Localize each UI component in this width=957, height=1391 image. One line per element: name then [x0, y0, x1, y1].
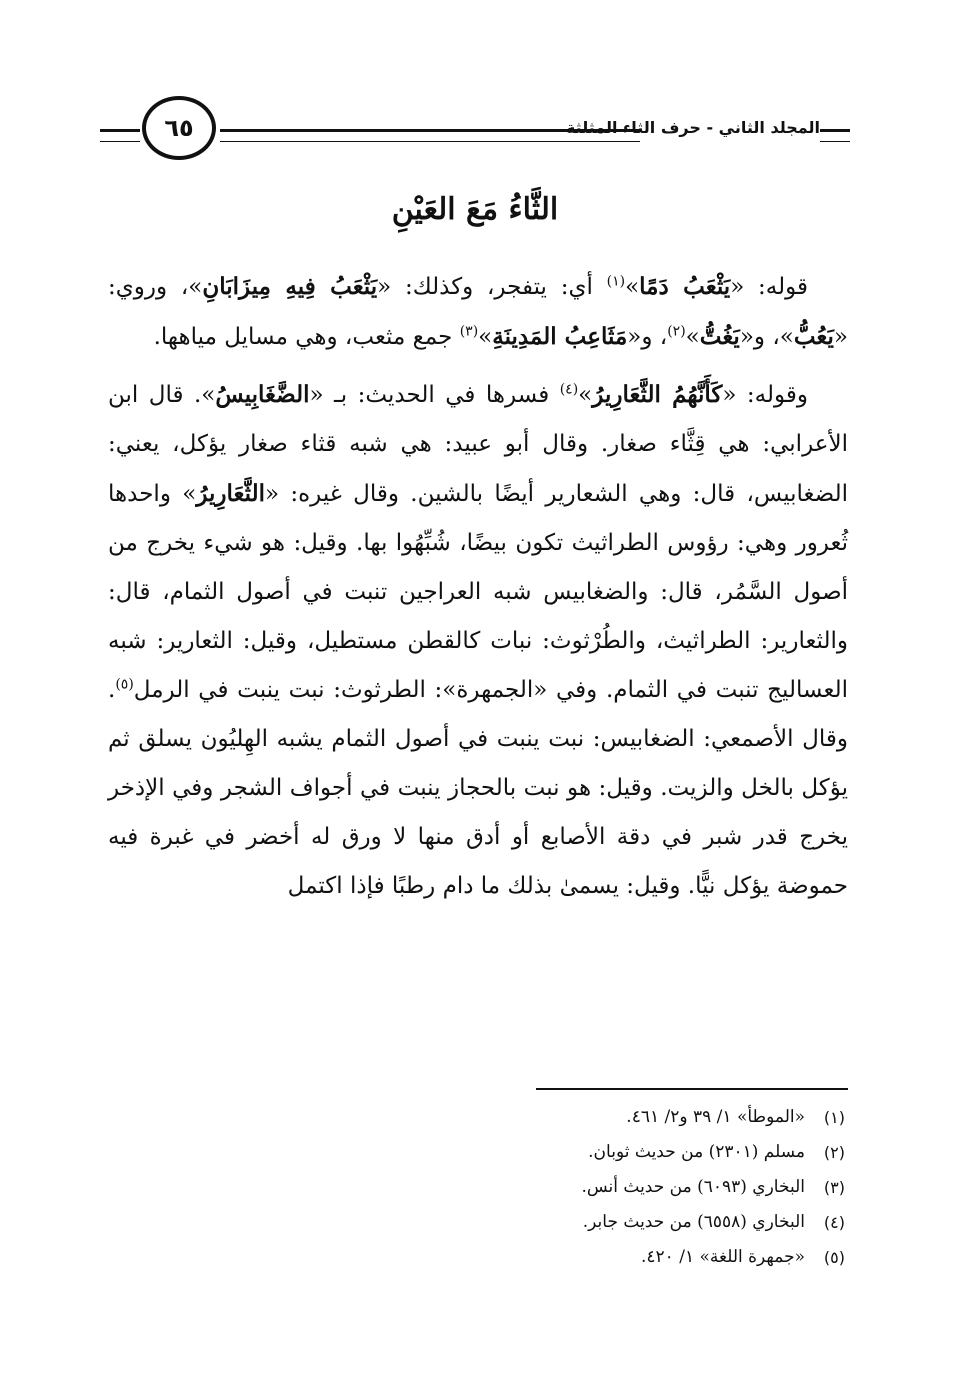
section-title: الثَّاءُ مَعَ العَيْنِ — [391, 192, 559, 227]
body-text — [108, 262, 848, 919]
text-run: » — [685, 324, 700, 350]
footnote-item — [400, 1205, 845, 1240]
footnote-number: (٢) — [823, 1143, 845, 1162]
quoted-term: مَثَاعِبُ المَدِينَةِ — [492, 323, 628, 350]
quoted-term: الضَّغَابِيسُ — [215, 381, 310, 408]
header-rule-left — [100, 129, 140, 142]
footnote-ref-3[interactable]: (٣) — [459, 323, 479, 340]
quoted-term: كَأَنَّهُمُ الثَّعَارِيرُ — [592, 381, 723, 408]
text-run: » — [578, 382, 593, 408]
footnote-ref-1[interactable]: (١) — [606, 273, 626, 290]
footnotes — [400, 1100, 845, 1275]
quoted-term: يَثْعَبُ دَمًا — [639, 273, 731, 300]
footnote-item — [400, 1100, 845, 1135]
footnote-ref-2[interactable]: (٢) — [667, 323, 686, 340]
text-run: جمع مثعب، وهي مسايل مياهها. — [153, 324, 460, 350]
footnote-divider — [536, 1088, 848, 1090]
text-run: »، وروي: « — [108, 274, 848, 350]
text-run: » — [625, 274, 640, 300]
running-title: المجلد الثاني - حرف الثاء المثلثة — [565, 118, 820, 137]
paragraph-2 — [108, 370, 848, 911]
text-run: قوله: « — [730, 274, 808, 300]
text-run: ». قال ابن الأعرابي: هي قِثَّاء صغار. وقال أبو عبيد: هي شبه قثاء صغار يؤكل، يعني: الضغابيس، قال: وهي الشعارير أيضًا بالشين. وقال غيره: « — [108, 382, 848, 507]
quoted-term: يَغُتُّ — [699, 323, 740, 350]
footnote-item — [400, 1240, 845, 1275]
footnote-item — [400, 1135, 845, 1170]
footnote-number: (٣) — [823, 1178, 845, 1197]
quoted-term: يَثْعَبُ فِيهِ مِيزَابَانِ — [202, 273, 378, 300]
footnote-number: (٤) — [823, 1213, 845, 1232]
footnote-text: البخاري (٦٥٥٨) من حديث جابر. — [582, 1212, 805, 1232]
footnote-number: (٥) — [823, 1248, 845, 1267]
text-run: »، و« — [739, 324, 794, 350]
paragraph-1 — [108, 262, 848, 362]
text-run: » — [478, 324, 493, 350]
text-run: . وقال الأصمعي: الضغابيس: نبت ينبت في أصول الثمام يشبه الهِليُون يسلق ثم يؤكل بالخل والزيت. وقيل: هو نبت بالحجاز ينبت في أجواف الشجر وفي الإذخر يخرج قدر شبر في دقة الأصابع أو أدق منها لا ورق له أخضر في غبرة فيه حموضة يؤكل نيًّا. وقيل: يسمىٰ بذلك ما دام رطبًا فإذا اكتمل — [108, 677, 848, 899]
footnote-ref-5[interactable]: (٥) — [115, 676, 134, 693]
text-run: ، و« — [627, 324, 668, 350]
footnote-ref-4[interactable]: (٤) — [559, 381, 579, 398]
footnote-item — [400, 1170, 845, 1205]
footnote-number: (١) — [823, 1108, 845, 1127]
text-run: أي: يتفجر، وكذلك: « — [377, 274, 607, 300]
header-rule-tail — [820, 129, 850, 142]
footnote-text: مسلم (٢٣٠١) من حديث ثوبان. — [588, 1142, 805, 1162]
quoted-term: يَعُبُّ — [793, 323, 834, 350]
footnote-text: «الموطأ» ١/ ٣٩ و٢/ ٤٦١. — [626, 1107, 805, 1127]
page-header — [100, 96, 850, 166]
footnote-text: البخاري (٦٠٩٣) من حديث أنس. — [581, 1177, 805, 1197]
footnote-text: «جمهرة اللغة» ١/ ٤٢٠. — [640, 1247, 805, 1267]
text-run: » واحدها ثُعرور وهي: رؤوس الطراثيث تكون بيضًا، شُبِّهُوا بها. وقيل: هو شيء يخرج من أصول السَّمُر، قال: والضغابيس شبه العراجين تنبت في أصول الثمام، قال: والثعارير: الطراثيث، والطُرْثوث: نبات كالقطن مستطيل، وقيل: الثعارير: شبه العساليج تنبت في الثمام. وفي «الجمهرة»: الطرثوث: نبت ينبت في الرمل — [108, 481, 848, 703]
text-run: فسرها في الحديث: بـ « — [309, 382, 560, 408]
text-run: وقوله: « — [722, 382, 808, 408]
page-number: ٦٥ — [142, 96, 216, 160]
quoted-term: الثَّعَارِيرُ — [196, 480, 265, 507]
